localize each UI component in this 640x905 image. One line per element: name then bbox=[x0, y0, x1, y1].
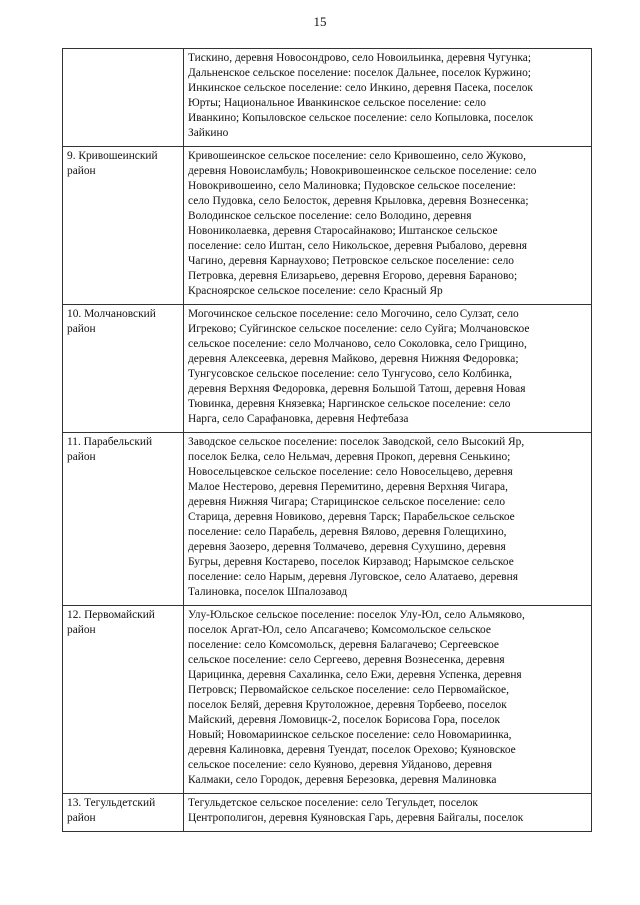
district-cell: 10. Молчановский район bbox=[63, 305, 184, 433]
district-cell bbox=[63, 49, 184, 147]
settlements-line: Петровка, деревня Елизарьево, деревня Егорово, деревня Бараново; bbox=[188, 270, 518, 282]
settlements-line: поселение: село Иштан, село Никольское, деревня Рыбалово, деревня bbox=[188, 240, 528, 252]
settlements-line: Юрты; Национальное Иванкинское сельское поселение: село bbox=[188, 97, 486, 109]
settlements-line: Бугры, деревня Костарево, поселок Кирзавод; Нарымское сельское bbox=[188, 556, 514, 568]
settlements-cell bbox=[184, 305, 592, 433]
settlements-line: деревня Новоисламбуль; Новокривошеинское сельское поселение: село bbox=[188, 165, 537, 177]
settlements-line: село Пудовка, село Белосток, деревня Крыловка, деревня Вознесенка; bbox=[188, 195, 529, 207]
settlements-line: деревня Калиновка, деревня Туендат, поселок Орехово; Куяновское bbox=[188, 744, 516, 756]
settlements-line: поселок Аргат-Юл, село Апсагачево; Комсомольское сельское bbox=[188, 624, 491, 636]
settlements-cell bbox=[184, 147, 592, 305]
table-row bbox=[63, 433, 592, 606]
settlements-line: Петровск; Первомайское сельское поселение: село Первомайское, bbox=[188, 684, 509, 696]
settlements-line: Тювинка, деревня Князевка; Наргинское сельское поселение: село bbox=[188, 398, 511, 410]
settlements-cell bbox=[184, 49, 592, 147]
settlements-cell bbox=[184, 606, 592, 794]
settlements-line: Майский, деревня Ломовицк-2, поселок Борисова Гора, поселок bbox=[188, 714, 500, 726]
settlements-line: Дальненское сельское поселение: поселок Дальнее, поселок Куржино; bbox=[188, 67, 531, 79]
settlements-cell bbox=[184, 433, 592, 606]
district-cell: 11. Парабельский район bbox=[63, 433, 184, 606]
settlements-line: деревня Алексеевка, деревня Майково, деревня Нижняя Федоровка; bbox=[188, 353, 519, 365]
settlements-line: Заводское сельское поселение: поселок Заводской, село Высокий Яр, bbox=[188, 436, 525, 448]
settlements-line: Игреково; Суйгинское сельское поселение: село Суйга; Молчановское bbox=[188, 323, 530, 335]
settlements-line: сельское поселение: село Сергеево, деревня Вознесенка, деревня bbox=[188, 654, 505, 666]
settlements-line: Старица, деревня Новиково, деревня Тарск; Парабельское сельское bbox=[188, 511, 515, 523]
settlements-line: Володинское сельское поселение: село Володино, деревня bbox=[188, 210, 472, 222]
districts-table-body bbox=[63, 49, 592, 832]
settlements-line: поселок Белка, село Нельмач, деревня Прокоп, деревня Сенькино; bbox=[188, 451, 511, 463]
settlements-line: деревня Нижняя Чигара; Старицинское сельское поселение: село bbox=[188, 496, 506, 508]
settlements-line: Инкинское сельское поселение: село Инкино, деревня Пасека, поселок bbox=[188, 82, 533, 94]
settlements-line: Могочинское сельское поселение: село Могочино, село Сулзат, село bbox=[188, 308, 519, 320]
district-cell: 13. Тегульдетский район bbox=[63, 794, 184, 832]
districts-table bbox=[62, 48, 592, 832]
district-cell: 12. Первомайский район bbox=[63, 606, 184, 794]
settlements-line: сельское поселение: село Куяново, деревня Уйданово, деревня bbox=[188, 759, 492, 771]
settlements-line: Нарга, село Сарафановка, деревня Нефтебаза bbox=[188, 413, 409, 425]
settlements-line: Калмаки, село Городок, деревня Березовка, деревня Малиновка bbox=[188, 774, 497, 786]
settlements-line: Новокривошеино, село Малиновка; Пудовское сельское поселение: bbox=[188, 180, 516, 192]
settlements-line: Кривошеинское сельское поселение: село Кривошеино, село Жуково, bbox=[188, 150, 526, 162]
settlements-line: Новосельцевское сельское поселение: село Новосельцево, деревня bbox=[188, 466, 513, 478]
settlements-line: деревня Верхняя Федоровка, деревня Большой Татош, деревня Новая bbox=[188, 383, 526, 395]
settlements-line: Чагино, деревня Карнаухово; Петровское сельское поселение: село bbox=[188, 255, 514, 267]
district-cell: 9. Кривошеинский район bbox=[63, 147, 184, 305]
settlements-line: Тискино, деревня Новосондрово, село Новоильинка, деревня Чугунка; bbox=[188, 52, 532, 64]
settlements-line: Тегульдетское сельское поселение: село Тегульдет, поселок bbox=[188, 797, 478, 809]
settlements-line: поселок Беляй, деревня Крутоложное, деревня Торбеево, поселок bbox=[188, 699, 507, 711]
settlements-line: Центрополигон, деревня Куяновская Гарь, деревня Байгалы, поселок bbox=[188, 812, 524, 824]
settlements-line: Тунгусовское сельское поселение: село Тунгусово, село Колбинка, bbox=[188, 368, 513, 380]
table-row bbox=[63, 305, 592, 433]
settlements-line: Зайкино bbox=[188, 127, 229, 139]
settlements-line: деревня Заозеро, деревня Толмачево, деревня Сухушино, деревня bbox=[188, 541, 506, 553]
settlements-line: сельское поселение: село Молчаново, село Соколовка, село Грищино, bbox=[188, 338, 527, 350]
settlements-line: Иванкино; Копыловское сельское поселение: село Копыловка, поселок bbox=[188, 112, 534, 124]
settlements-line: Малое Нестерово, деревня Перемитино, деревня Верхняя Чигара, bbox=[188, 481, 508, 493]
settlements-line: поселение: село Парабель, деревня Вялово, деревня Голещихино, bbox=[188, 526, 507, 538]
settlements-line: поселение: село Комсомольск, деревня Балагачево; Сергеевское bbox=[188, 639, 499, 651]
settlements-line: Новониколаевка, деревня Старосайнаково; Иштанское сельское bbox=[188, 225, 498, 237]
settlements-line: Новый; Новомариинское сельское поселение: село Новомариинка, bbox=[188, 729, 512, 741]
settlements-line: Талиновка, поселок Шпалозавод bbox=[188, 586, 348, 598]
settlements-line: Царицинка, деревня Сахалинка, село Ежи, деревня Успенка, деревня bbox=[188, 669, 522, 681]
table-row bbox=[63, 794, 592, 832]
table-row bbox=[63, 606, 592, 794]
settlements-cell bbox=[184, 794, 592, 832]
settlements-line: Красноярское сельское поселение: село Красный Яр bbox=[188, 285, 443, 297]
settlements-line: поселение: село Нарым, деревня Луговское, село Алатаево, деревня bbox=[188, 571, 519, 583]
table-row bbox=[63, 49, 592, 147]
table-row bbox=[63, 147, 592, 305]
settlements-line: Улу-Юльское сельское поселение: поселок Улу-Юл, село Альмяково, bbox=[188, 609, 525, 621]
page-number: 15 bbox=[313, 14, 327, 29]
